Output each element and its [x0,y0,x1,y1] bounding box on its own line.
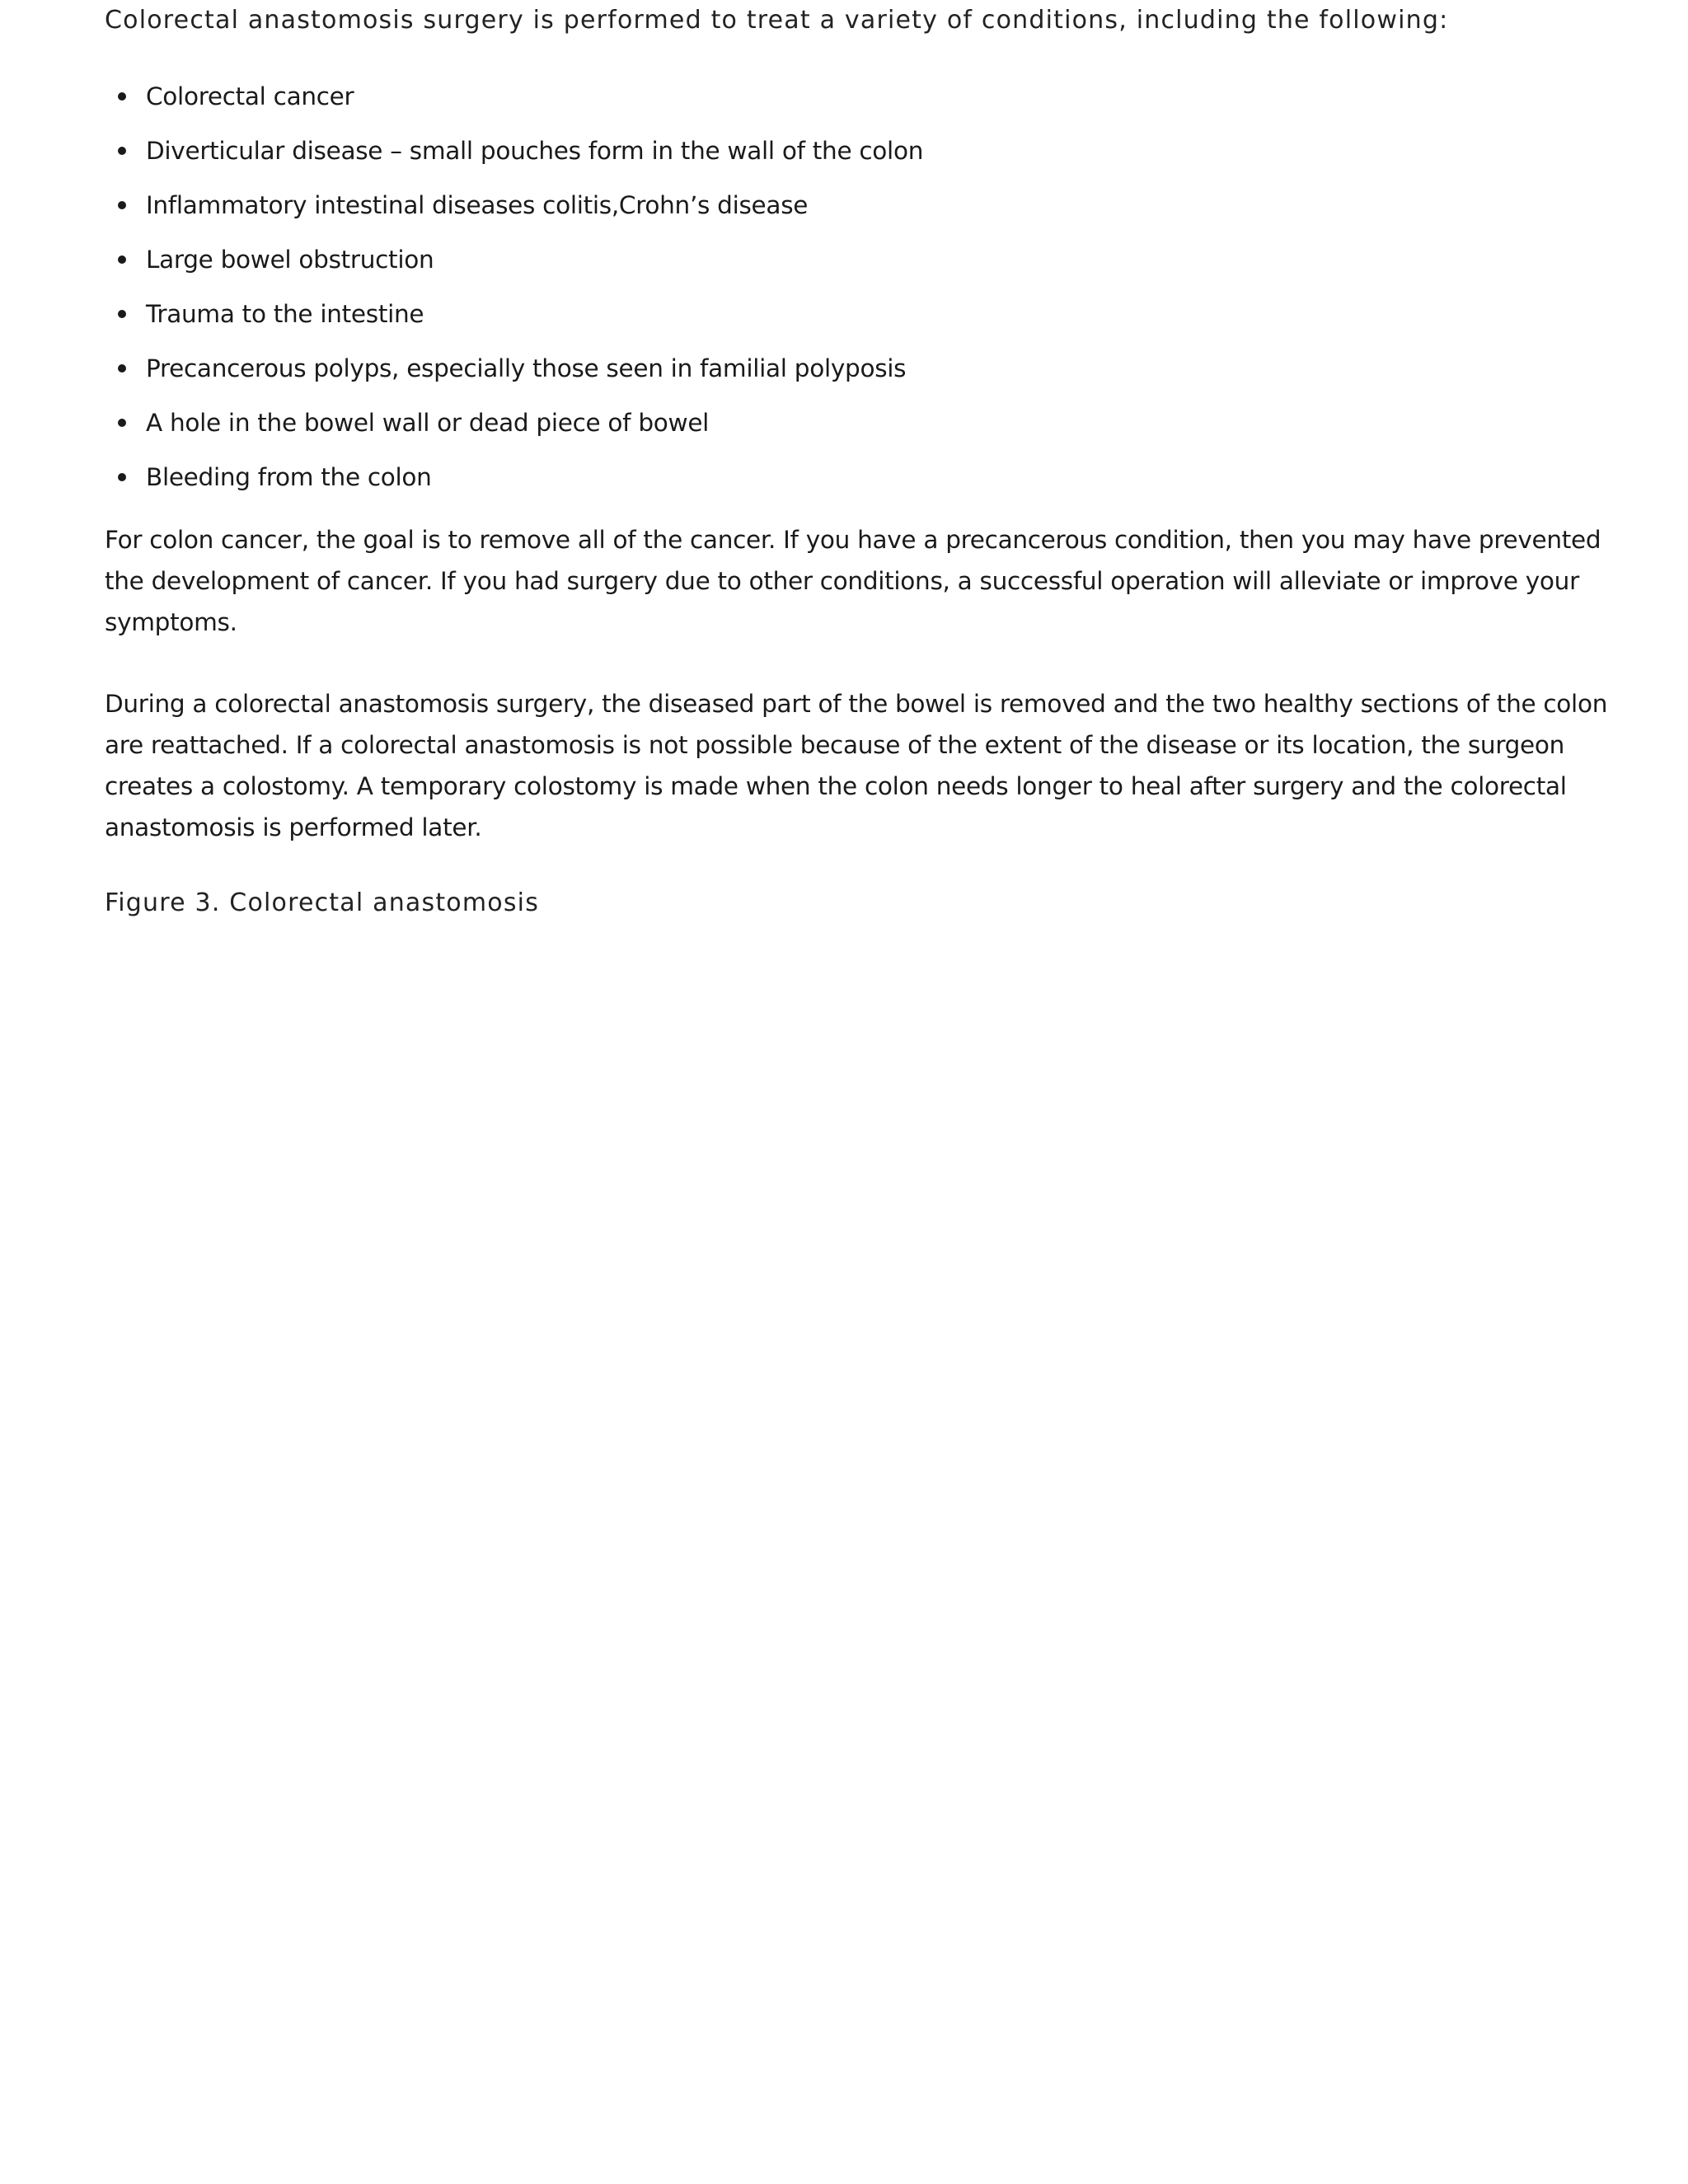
list-item-text: Colorectal cancer [146,82,354,110]
list-item [146,135,1613,166]
bullet-icon [118,147,126,155]
list-item-text: A hole in the bowel wall or dead piece of bowel [146,409,710,437]
list-item-text: Bleeding from the colon [146,463,432,491]
list-item-text: Precancerous polyps, especially those seen in familial polyposis [146,354,907,382]
bullet-icon [118,255,126,264]
list-item [146,298,1613,330]
list-item [146,190,1613,221]
list-item [146,81,1613,112]
list-item-text: Trauma to the intestine [146,300,424,328]
bullet-icon [118,364,126,373]
article-body [105,0,1613,919]
list-item [146,462,1613,493]
list-item [146,407,1613,438]
paragraph-surgery-procedure: During a colorectal anastomosis surgery, the diseased part of the bowel is removed and the two healthy sections of the colon are reattached. If a colorectal anastomosis is not possible because of the extent of the disease or its location, the surgeon creates a colostomy. A temporary colostomy is made when the colon needs longer to heal after surgery and the colorectal anastomosis is performed later. [105,690,1608,841]
list-item-text: Large bowel obstruction [146,246,434,274]
list-item [146,244,1613,275]
bullet-icon [118,473,126,481]
intro-paragraph: Colorectal anastomosis surgery is performed to treat a variety of conditions, including the following: [105,6,1449,35]
bullet-icon [118,201,126,209]
list-item [146,353,1613,384]
bullet-icon [118,92,126,101]
conditions-list [105,81,1613,493]
bullet-icon [118,310,126,318]
list-item-text: Diverticular disease – small pouches form in the wall of the colon [146,137,924,165]
paragraph-colon-cancer-goal: For colon cancer, the goal is to remove all of the cancer. If you have a precancerous condition, then you may have prevented the development of cancer. If you had surgery due to other conditions, a successful operation will alleviate or improve your symptoms. [105,526,1601,636]
bullet-icon [118,419,126,427]
list-item-text: Inflammatory intestinal diseases colitis,Crohn’s disease [146,191,809,219]
figure-caption: Figure 3. Colorectal anastomosis [105,888,540,917]
